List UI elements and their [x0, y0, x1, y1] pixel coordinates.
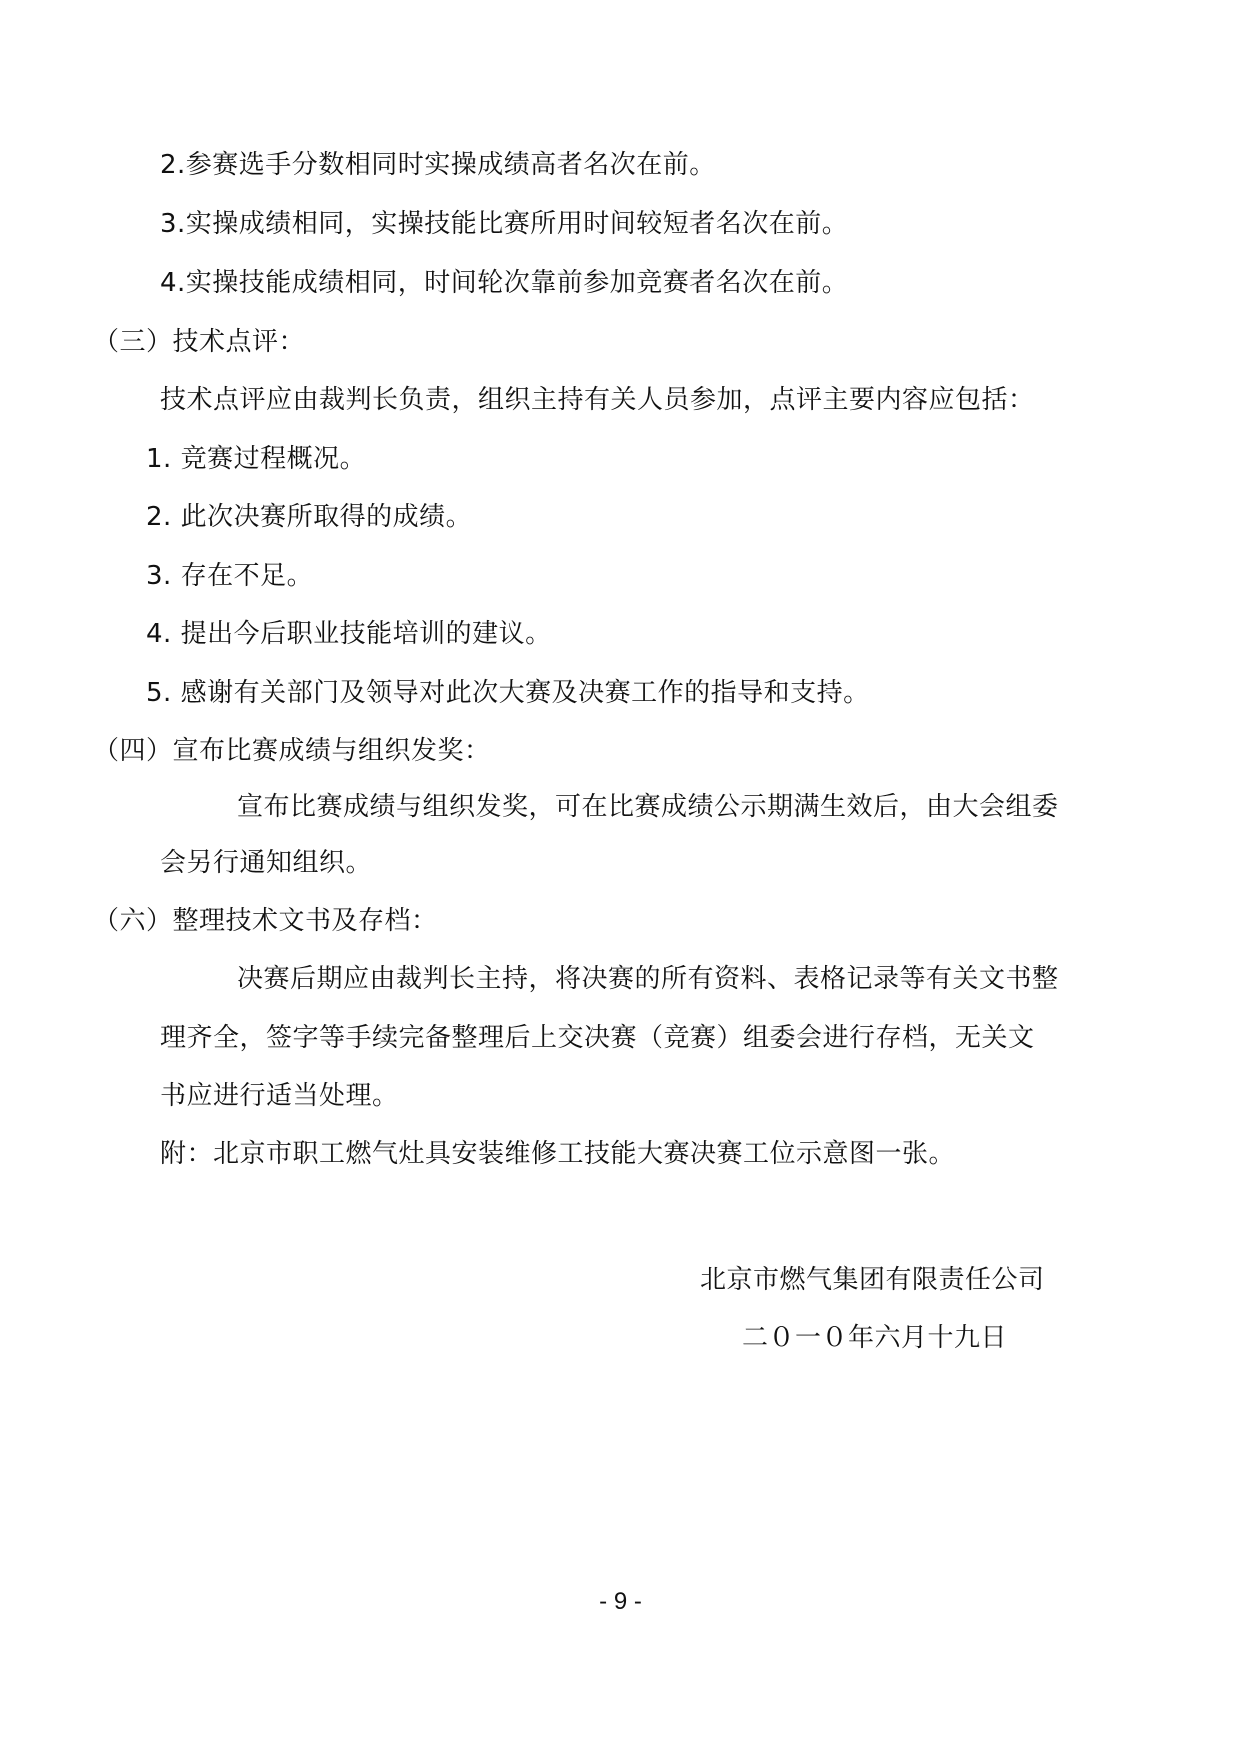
- section-six-heading: （六）整理技术文书及存档：: [93, 906, 438, 936]
- section-four-body-line-1: 宣布比赛成绩与组织发奖，可在比赛成绩公示期满生效后，由大会组委: [237, 792, 1059, 822]
- signature-organization: 北京市燃气集团有限责任公司: [700, 1265, 1045, 1295]
- section-six-body-line-1: 决赛后期应由裁判长主持，将决赛的所有资料、表格记录等有关文书整: [237, 964, 1059, 994]
- section-three-intro: 技术点评应由裁判长负责，组织主持有关人员参加，点评主要内容应包括：: [160, 385, 1035, 415]
- section-four-body-line-2: 会另行通知组织。: [160, 848, 373, 878]
- review-item-2: 2. 此次决赛所取得的成绩。: [146, 502, 473, 532]
- section-four-heading: （四）宣布比赛成绩与组织发奖：: [93, 736, 491, 766]
- section-six-body-line-2: 理齐全，签字等手续完备整理后上交决赛（竞赛）组委会进行存档，无关文: [160, 1023, 1035, 1053]
- section-six-body-line-3: 书应进行适当处理。: [160, 1081, 399, 1111]
- page-number: - 9 -: [599, 1588, 642, 1615]
- review-item-3: 3. 存在不足。: [146, 561, 314, 591]
- signature-date: 二０一０年六月十九日: [742, 1323, 1008, 1353]
- ranking-rule-4: 4.实操技能成绩相同，时间轮次靠前参加竞赛者名次在前。: [160, 268, 849, 298]
- attachment-note: 附：北京市职工燃气灶具安装维修工技能大赛决赛工位示意图一张。: [160, 1139, 956, 1169]
- review-item-1: 1. 竞赛过程概况。: [146, 444, 367, 474]
- ranking-rule-3: 3.实操成绩相同，实操技能比赛所用时间较短者名次在前。: [160, 209, 849, 239]
- review-item-5: 5. 感谢有关部门及领导对此次大赛及决赛工作的指导和支持。: [146, 678, 870, 708]
- ranking-rule-2: 2.参赛选手分数相同时实操成绩高者名次在前。: [160, 150, 716, 180]
- review-item-4: 4. 提出今后职业技能培训的建议。: [146, 619, 552, 649]
- section-three-heading: （三）技术点评：: [93, 327, 306, 357]
